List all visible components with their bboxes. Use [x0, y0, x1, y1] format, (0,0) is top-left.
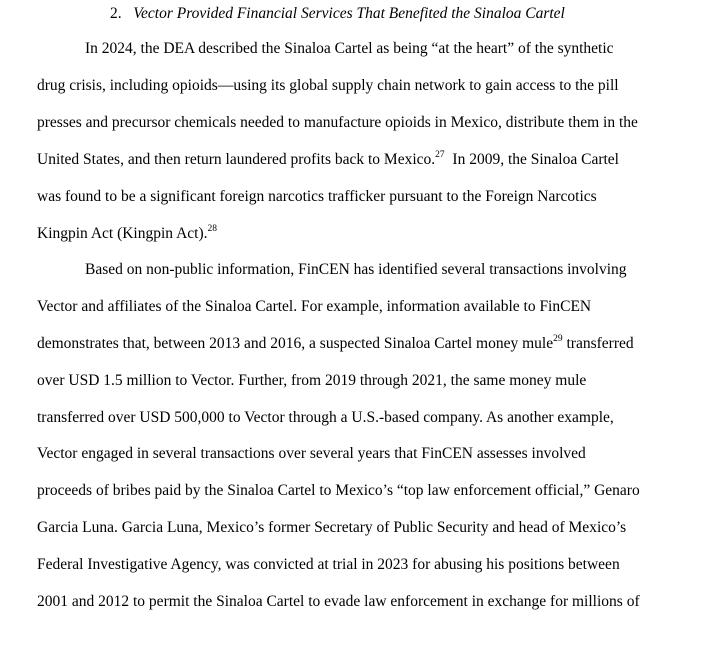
- paragraph-2-line-6: Vector engaged in several transactions over several years that FinCEN assesses involved: [37, 445, 586, 462]
- paragraph-2-line-3: [37, 334, 634, 354]
- paragraph-1-line-4-continuation: In 2009, the Sinaloa Cartel: [444, 151, 619, 168]
- footnote-ref-27[interactable]: 27: [435, 149, 445, 160]
- paragraph-2-line-5: transferred over USD 500,000 to Vector through a U.S.-based company. As another example,: [37, 409, 614, 426]
- paragraph-1-line-3: presses and precursor chemicals needed to manufacture opioids in Mexico, distribute them in the: [37, 114, 638, 131]
- paragraph-2-line-8: Garcia Luna. Garcia Luna, Mexico’s former Secretary of Public Security and head of Mexico’s: [37, 519, 627, 536]
- section-title: Vector Provided Financial Services That Benefited the Sinaloa Cartel: [133, 5, 565, 22]
- paragraph-2-line-2: Vector and affiliates of the Sinaloa Cartel. For example, information available to FinCEN: [37, 298, 592, 315]
- paragraph-2-line-7: proceeds of bribes paid by the Sinaloa Cartel to Mexico’s “top law enforcement official,” Genaro: [37, 482, 640, 499]
- section-heading: [110, 4, 565, 24]
- paragraph-2-line-3-continuation: transferred: [562, 335, 634, 352]
- footnote-ref-29[interactable]: 29: [553, 333, 563, 344]
- paragraph-2-line-10: 2001 and 2012 to permit the Sinaloa Cartel to evade law enforcement in exchange for millions of: [37, 593, 640, 610]
- paragraph-2-line-4: over USD 1.5 million to Vector. Further, from 2019 through 2021, the same money mule: [37, 372, 587, 389]
- paragraph-1-line-4-text: United States, and then return laundered profits back to Mexico.: [37, 151, 436, 168]
- paragraph-2-line-3-text: demonstrates that, between 2013 and 2016, a suspected Sinaloa Cartel money mule: [37, 335, 554, 352]
- paragraph-1-line-4: [37, 150, 619, 170]
- section-number: 2.: [110, 5, 122, 22]
- paragraph-2-line-9: Federal Investigative Agency, was convicted at trial in 2023 for abusing his positions between: [37, 556, 620, 573]
- footnote-ref-28[interactable]: 28: [207, 223, 217, 234]
- paragraph-2-line-1: Based on non-public information, FinCEN has identified several transactions involving: [85, 261, 627, 278]
- paragraph-1-line-6-text: Kingpin Act (Kingpin Act).: [37, 225, 208, 242]
- paragraph-1-line-5: was found to be a significant foreign narcotics trafficker pursuant to the Foreign Narcotics: [37, 188, 597, 205]
- paragraph-1-line-1: In 2024, the DEA described the Sinaloa Cartel as being “at the heart” of the synthetic: [85, 40, 614, 57]
- paragraph-1-line-6: [37, 224, 217, 244]
- paragraph-1-line-2: drug crisis, including opioids—using its global supply chain network to gain access to the pill: [37, 77, 619, 94]
